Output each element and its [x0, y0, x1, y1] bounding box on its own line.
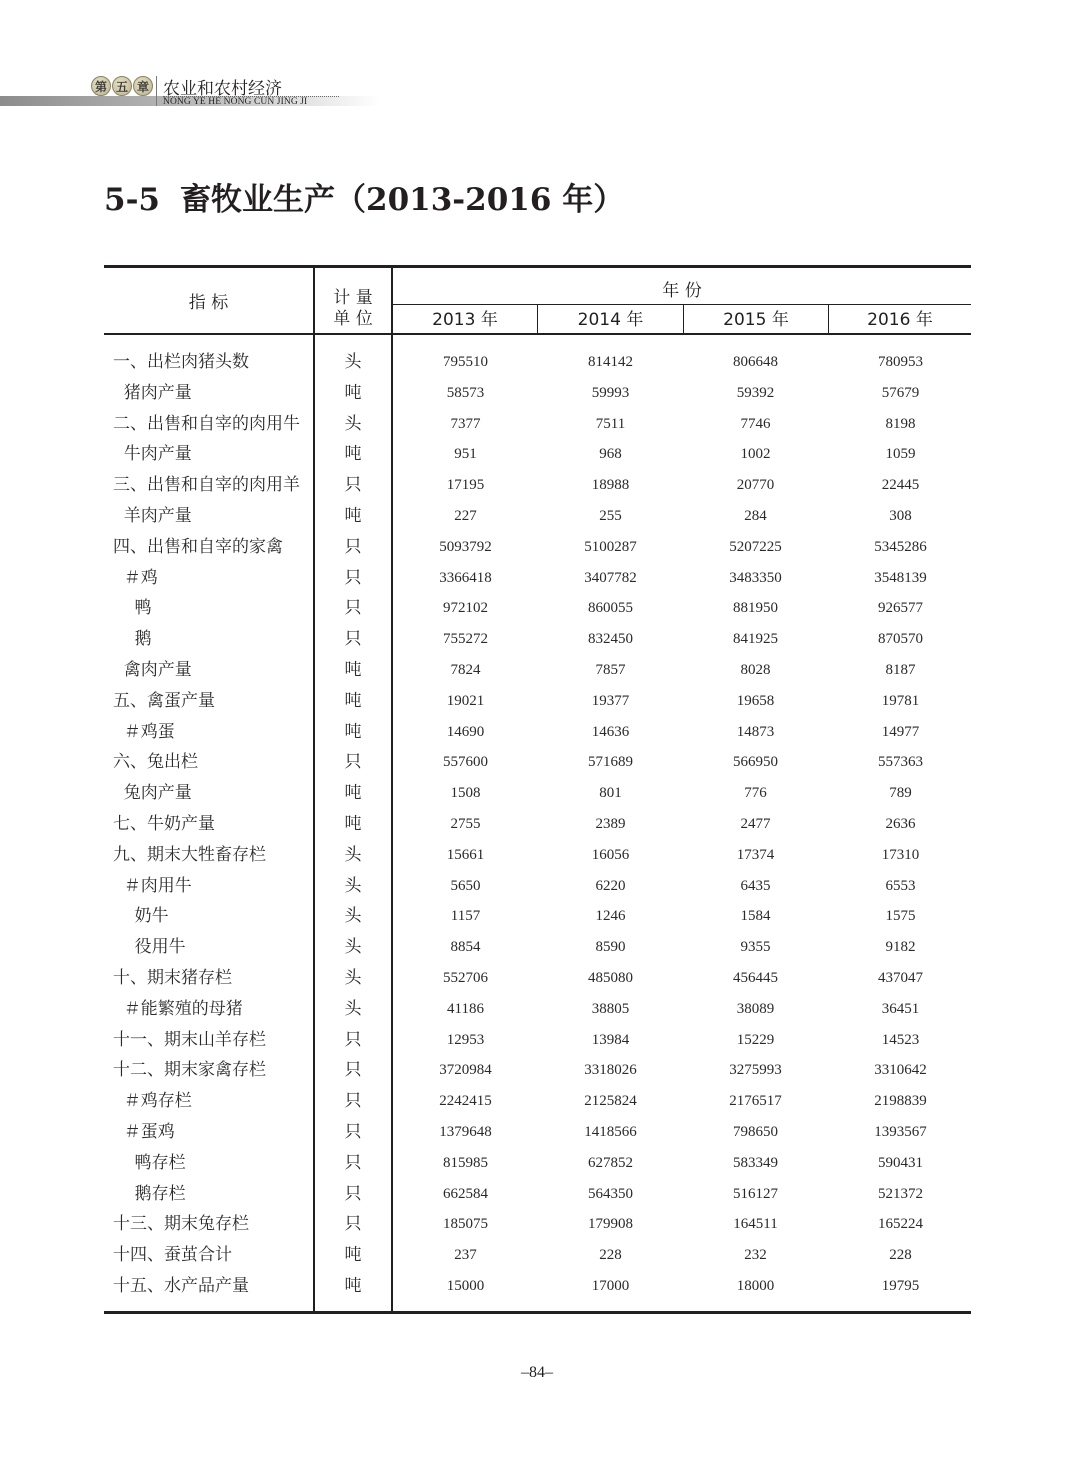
row-label: 鸭: [113, 598, 152, 619]
row-value: 801: [599, 785, 622, 802]
row-value: 1157: [450, 908, 481, 925]
row-value: 814142: [588, 354, 633, 370]
row-value: 456445: [733, 970, 778, 986]
row-value: 7824: [450, 662, 481, 678]
row-unit: 头: [344, 968, 362, 988]
row-unit: 只: [344, 475, 362, 496]
row-value: 179908: [588, 1216, 633, 1233]
row-value: 18988: [591, 477, 630, 494]
table-row: [104, 593, 970, 623]
row-unit: 只: [344, 1060, 362, 1081]
row-value: 7377: [450, 415, 481, 432]
table-bottom-rule: [104, 1311, 971, 1314]
row-value: 8854: [450, 939, 481, 956]
row-value: 6220: [595, 877, 626, 894]
row-value: 19021: [446, 692, 485, 709]
row-value: 59392: [736, 384, 775, 401]
row-value: 2389: [595, 816, 626, 832]
row-value: 5207225: [729, 538, 782, 555]
row-unit: 只: [344, 1183, 362, 1204]
row-value: 860055: [588, 600, 633, 617]
row-value: 17195: [446, 477, 485, 494]
chapter-title: 农业和农村经济: [163, 79, 282, 99]
row-value: 41186: [447, 1000, 484, 1017]
row-label: 役用牛: [113, 937, 186, 958]
row-value: 3548139: [874, 569, 927, 586]
row-value: 165224: [878, 1216, 923, 1233]
row-unit: 只: [344, 752, 362, 773]
row-value: 17374: [736, 846, 775, 863]
row-unit: 头: [344, 998, 362, 1019]
row-value: 5345286: [874, 538, 927, 555]
row-value: 255: [599, 508, 622, 524]
row-unit: 头: [344, 906, 362, 927]
row-value: 564350: [588, 1185, 633, 1202]
row-value: 485080: [588, 970, 633, 986]
row-unit: 头: [344, 875, 362, 896]
row-value: 3483350: [729, 569, 782, 586]
table-row: [104, 439, 970, 469]
table-title: 畜牧业生产（2013-2016 年）: [180, 182, 625, 218]
row-value: 228: [599, 1247, 622, 1264]
row-label: 羊肉产量: [113, 506, 192, 526]
row-label: 五、禽蛋产量: [113, 690, 215, 711]
row-value: 19781: [881, 692, 920, 709]
row-value: 16056: [591, 846, 630, 863]
table-row: [104, 624, 970, 654]
row-label: 十一、期末山羊存栏: [113, 1029, 266, 1050]
chapter-char: 章: [133, 76, 153, 96]
table-row: [104, 747, 970, 777]
row-unit: 只: [344, 1122, 362, 1142]
row-value: 22445: [881, 477, 920, 494]
table-row: [104, 1271, 970, 1301]
row-value: 951: [454, 446, 477, 463]
row-value: 6553: [885, 877, 916, 894]
table-row: [104, 778, 970, 808]
row-label: 十五、水产品产量: [113, 1276, 249, 1296]
row-value: 38805: [591, 1000, 630, 1017]
table-row: [104, 501, 970, 531]
table-row: [104, 717, 970, 747]
row-unit: 只: [344, 1214, 362, 1235]
row-value: 583349: [733, 1154, 778, 1171]
row-value: 776: [744, 785, 767, 802]
row-value: 227: [454, 508, 477, 524]
row-value: 228: [889, 1247, 912, 1264]
row-value: 2636: [885, 816, 916, 832]
row-label: 十二、期末家禽存栏: [113, 1060, 266, 1081]
table-row: [104, 470, 970, 500]
row-value: 3318026: [584, 1062, 637, 1079]
row-value: 14690: [446, 723, 485, 740]
row-value: 19658: [736, 692, 775, 709]
table-row: [104, 686, 970, 716]
row-value: 58573: [446, 384, 485, 401]
row-value: 3310642: [874, 1062, 927, 1079]
row-unit: 只: [344, 598, 362, 619]
row-value: 18000: [736, 1278, 775, 1294]
row-value: 870570: [878, 631, 923, 648]
row-unit: 只: [344, 567, 362, 588]
table-row: [104, 1240, 970, 1270]
row-value: 5100287: [584, 538, 637, 555]
row-value: 590431: [878, 1154, 923, 1171]
row-value: 755272: [443, 631, 488, 648]
row-value: 552706: [443, 970, 488, 986]
table-row: [104, 1025, 970, 1055]
row-label: 九、期末大牲畜存栏: [113, 844, 266, 865]
table-row: [104, 994, 970, 1024]
row-value: 571689: [588, 754, 633, 771]
row-value: 8198: [885, 415, 916, 432]
row-value: 2125824: [584, 1093, 637, 1110]
table-row: [104, 655, 970, 685]
row-value: 8590: [595, 939, 626, 956]
row-value: 2198839: [874, 1093, 927, 1110]
row-value: 17310: [881, 846, 920, 863]
row-value: 972102: [443, 600, 488, 617]
row-value: 815985: [443, 1154, 488, 1171]
row-value: 795510: [443, 354, 488, 370]
row-value: 832450: [588, 631, 633, 648]
row-value: 5650: [450, 877, 481, 894]
row-value: 6435: [740, 877, 771, 894]
row-label: 十三、期末兔存栏: [113, 1214, 249, 1235]
row-value: 185075: [443, 1216, 488, 1233]
row-value: 14977: [881, 723, 920, 740]
row-value: 19795: [881, 1278, 920, 1294]
row-label: 奶牛: [113, 906, 169, 927]
row-value: 13984: [591, 1031, 630, 1048]
table-row: [104, 963, 970, 993]
row-value: 9355: [740, 939, 771, 956]
chapter-char: 第: [91, 76, 111, 96]
row-label: 十、期末猪存栏: [113, 968, 232, 988]
row-label: ＃蛋鸡: [113, 1122, 175, 1142]
row-value: 841925: [733, 631, 778, 648]
row-label: 十四、蚕茧合计: [113, 1245, 232, 1266]
row-unit: 吨: [344, 690, 362, 711]
row-unit: 只: [344, 1029, 362, 1050]
header-divider: [156, 76, 157, 106]
row-label: 七、牛奶产量: [113, 814, 215, 834]
row-value: 5093792: [439, 538, 492, 555]
table-row: [104, 871, 970, 901]
row-value: 57679: [881, 384, 920, 401]
row-label: ＃鸡: [113, 567, 158, 588]
row-value: 14873: [736, 723, 775, 740]
row-label: ＃肉用牛: [113, 875, 192, 896]
chapter-char: 五: [112, 76, 132, 96]
table-row: [104, 901, 970, 931]
row-unit: 吨: [344, 506, 362, 526]
row-value: 780953: [878, 354, 923, 370]
table-row: [104, 409, 970, 439]
row-value: 1246: [595, 908, 626, 925]
table-row: [104, 840, 970, 870]
row-unit: 吨: [344, 721, 362, 742]
row-value: 12953: [446, 1031, 485, 1048]
row-label: ＃鸡蛋: [113, 721, 175, 742]
row-unit: 吨: [344, 444, 362, 465]
indicator-header: 指 标: [188, 293, 229, 313]
row-unit: 头: [344, 937, 362, 958]
row-value: 9182: [885, 939, 916, 956]
row-label: 禽肉产量: [113, 660, 192, 680]
row-value: 237: [454, 1247, 477, 1264]
row-value: 2176517: [729, 1093, 782, 1110]
row-value: 14636: [591, 723, 630, 740]
row-value: 1059: [885, 446, 916, 463]
row-value: 19377: [591, 692, 630, 709]
row-unit: 只: [344, 629, 362, 650]
row-value: 7746: [740, 415, 771, 432]
row-value: 15661: [446, 846, 485, 863]
table-row: [104, 809, 970, 839]
row-unit: 头: [344, 413, 362, 434]
row-unit: 吨: [344, 814, 362, 834]
row-unit: 吨: [344, 382, 362, 403]
page-title: [104, 174, 624, 219]
row-unit: 只: [344, 536, 362, 557]
table-row: [104, 1148, 970, 1178]
row-label: 猪肉产量: [113, 382, 192, 403]
unit-header-line1: 计 量: [333, 288, 373, 308]
row-value: 1418566: [584, 1124, 637, 1140]
row-value: 20770: [736, 477, 775, 494]
row-label: ＃鸡存栏: [113, 1091, 192, 1112]
year-header: 2015 年: [723, 310, 789, 330]
table-row: [104, 932, 970, 962]
row-value: 3275993: [729, 1062, 782, 1079]
row-value: 3407782: [584, 569, 637, 586]
row-value: 437047: [878, 970, 923, 986]
row-value: 1575: [885, 908, 916, 925]
row-value: 557600: [443, 754, 488, 771]
year-header: 2014 年: [577, 310, 644, 330]
row-value: 284: [744, 508, 767, 524]
row-value: 15229: [736, 1031, 775, 1048]
row-value: 1379648: [439, 1124, 492, 1140]
row-value: 881950: [733, 600, 778, 617]
row-unit: 头: [344, 352, 362, 372]
row-value: 59993: [591, 384, 630, 401]
row-label: 一、出栏肉猪头数: [113, 352, 249, 372]
row-label: 兔肉产量: [113, 783, 192, 804]
row-label: 牛肉产量: [113, 444, 192, 465]
row-value: 806648: [733, 354, 778, 370]
row-value: 789: [889, 785, 912, 802]
table-row: [104, 1055, 970, 1085]
row-label: 四、出售和自宰的家禽: [113, 536, 283, 557]
table-row: [104, 1179, 970, 1209]
row-label: ＃能繁殖的母猪: [113, 998, 243, 1019]
row-value: 232: [744, 1247, 767, 1264]
row-value: 8028: [740, 662, 771, 678]
year-header: 2013 年: [432, 310, 498, 330]
row-value: 1584: [740, 908, 771, 925]
row-unit: 只: [344, 1152, 362, 1173]
row-value: 557363: [878, 754, 923, 771]
row-value: 662584: [443, 1185, 488, 1202]
year-group-rule: [392, 304, 971, 305]
table-row: [104, 1086, 970, 1116]
row-value: 14523: [881, 1031, 920, 1048]
row-value: 38089: [736, 1000, 775, 1017]
row-label: 鹅: [113, 629, 152, 650]
row-value: 7857: [595, 662, 626, 678]
table-row: [104, 1209, 970, 1239]
row-value: 1002: [740, 446, 771, 463]
table-row: [104, 1117, 970, 1147]
row-value: 1393567: [874, 1124, 927, 1140]
row-unit: 头: [344, 844, 362, 865]
row-value: 2477: [740, 816, 771, 832]
table-top-rule: [104, 265, 971, 268]
table-row: [104, 347, 970, 377]
row-value: 798650: [733, 1124, 778, 1140]
row-value: 926577: [878, 600, 923, 617]
row-label: 六、兔出栏: [113, 752, 198, 773]
year-header: 2016 年: [867, 310, 933, 330]
row-label: 三、出售和自宰的肉用羊: [113, 475, 300, 496]
row-value: 8187: [885, 662, 916, 678]
chapter-badge: [91, 75, 153, 97]
row-value: 3366418: [439, 569, 492, 586]
table-number: 5-5: [104, 182, 161, 218]
row-value: 566950: [733, 754, 778, 771]
row-value: 308: [889, 508, 912, 524]
row-unit: 吨: [344, 1276, 362, 1296]
row-unit: 只: [344, 1091, 362, 1112]
table-row: [104, 378, 970, 408]
row-value: 3720984: [439, 1062, 492, 1079]
row-label: 鹅存栏: [113, 1183, 186, 1204]
row-value: 36451: [881, 1000, 920, 1017]
years-group-header: 年 份: [662, 281, 702, 301]
row-value: 2755: [450, 816, 481, 832]
row-unit: 吨: [344, 660, 362, 680]
row-unit: 吨: [344, 1245, 362, 1266]
row-value: 2242415: [439, 1093, 492, 1110]
table-row: [104, 532, 970, 562]
row-value: 516127: [733, 1185, 778, 1202]
row-value: 17000: [591, 1278, 630, 1294]
row-unit: 吨: [344, 783, 362, 804]
unit-header-line2: 单 位: [333, 309, 373, 329]
row-value: 164511: [733, 1216, 778, 1233]
row-value: 521372: [878, 1185, 923, 1202]
row-value: 627852: [588, 1154, 633, 1171]
page-number: –84–: [521, 1364, 553, 1381]
row-value: 1508: [450, 785, 481, 802]
row-label: 鸭存栏: [113, 1152, 186, 1173]
chapter-pinyin: NONG YE HE NONG CUN JING JI: [163, 97, 308, 107]
row-value: 7511: [595, 415, 626, 432]
row-value: 15000: [446, 1278, 485, 1294]
table-row: [104, 563, 970, 593]
row-value: 968: [599, 446, 622, 463]
row-label: 二、出售和自宰的肉用牛: [113, 413, 300, 434]
